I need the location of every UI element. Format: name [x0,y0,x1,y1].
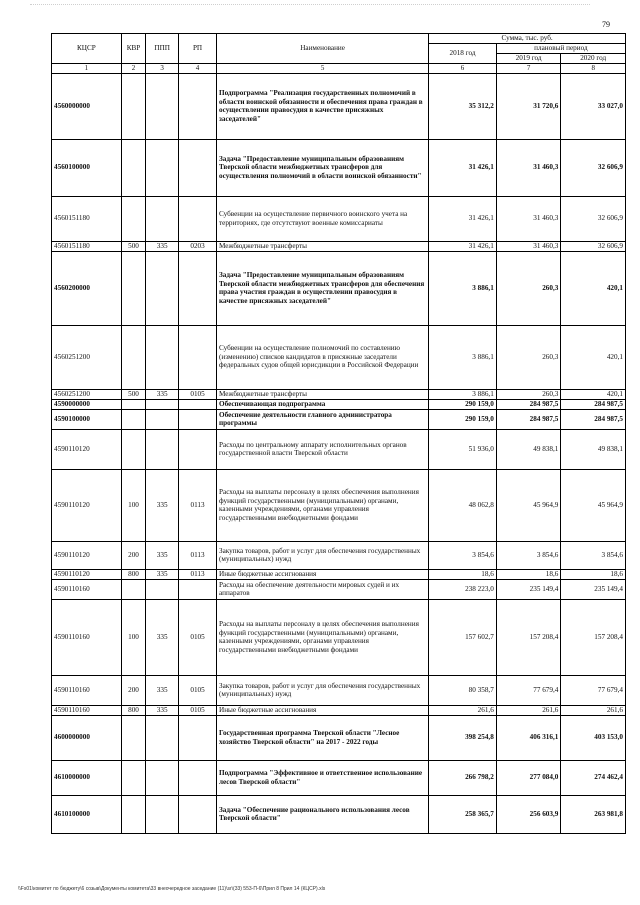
cell-kcsr: 4590110120 [52,469,122,541]
cell-2020: 284 987,5 [561,399,626,409]
cell-name: Межбюджетные трансферты [217,389,429,399]
column-index: 1 [52,64,122,74]
cell-kvr [121,760,146,795]
cell-2019: 31 460,3 [496,196,561,241]
cell-2018: 290 159,0 [429,399,497,409]
table-row [52,569,626,579]
cell-kcsr: 4560251200 [52,389,122,399]
table-row [52,579,626,599]
cell-ppp: 335 [146,569,179,579]
cell-ppp: 335 [146,705,179,715]
cell-name: Иные бюджетные ассигнования [217,705,429,715]
cell-ppp [146,196,179,241]
cell-2018: 31 426,1 [429,241,497,251]
table-row [52,409,626,429]
cell-2018: 3 886,1 [429,389,497,399]
header-plan-period: плановый период [496,44,625,54]
header-ppp: ППП [146,34,179,64]
table-row [52,795,626,833]
cell-kvr [121,139,146,196]
cell-kvr [121,196,146,241]
cell-ppp [146,795,179,833]
cell-kcsr: 4590110120 [52,569,122,579]
header-2020: 2020 год [561,54,626,64]
cell-2020: 420,1 [561,325,626,389]
cell-2018: 18,6 [429,569,497,579]
table-row [52,760,626,795]
table-row [52,196,626,241]
cell-2020: 263 981,8 [561,795,626,833]
cell-rp [179,73,217,139]
cell-rp [179,579,217,599]
cell-rp [179,139,217,196]
cell-2019: 18,6 [496,569,561,579]
cell-2020: 77 679,4 [561,675,626,705]
cell-rp: 0113 [179,569,217,579]
column-index: 6 [429,64,497,74]
cell-2020: 284 987,5 [561,409,626,429]
cell-2018: 266 798,2 [429,760,497,795]
cell-kvr [121,795,146,833]
cell-2018: 157 602,7 [429,599,497,675]
page-number: 79 [602,20,610,29]
cell-2019: 260,3 [496,389,561,399]
cell-2019: 31 720,6 [496,73,561,139]
cell-rp [179,409,217,429]
cell-2019: 3 854,6 [496,541,561,569]
cell-ppp: 335 [146,389,179,399]
scan-noise-line [30,4,590,11]
cell-kvr: 200 [121,541,146,569]
cell-2018: 51 936,0 [429,429,497,469]
cell-ppp: 335 [146,241,179,251]
cell-kcsr: 4560151180 [52,196,122,241]
cell-rp: 0203 [179,241,217,251]
cell-kvr [121,251,146,325]
cell-rp: 0105 [179,705,217,715]
cell-kvr: 800 [121,569,146,579]
cell-ppp [146,760,179,795]
cell-2020: 274 462,4 [561,760,626,795]
cell-name: Подпрограмма "Эффективное и ответственное использование лесов Тверской области" [217,760,429,795]
cell-kvr: 100 [121,469,146,541]
cell-kcsr: 4590100000 [52,409,122,429]
cell-kvr: 800 [121,705,146,715]
header-kcsr: КЦСР [52,34,122,64]
cell-2020: 235 149,4 [561,579,626,599]
cell-2019: 260,3 [496,325,561,389]
cell-2018: 238 223,0 [429,579,497,599]
cell-kvr [121,399,146,409]
column-index: 8 [561,64,626,74]
cell-ppp [146,251,179,325]
cell-kcsr: 4590110160 [52,599,122,675]
cell-2020: 157 208,4 [561,599,626,675]
cell-rp [179,399,217,409]
cell-2018: 31 426,1 [429,139,497,196]
cell-2019: 31 460,3 [496,241,561,251]
cell-2019: 235 149,4 [496,579,561,599]
cell-2018: 3 854,6 [429,541,497,569]
cell-2018: 48 062,8 [429,469,497,541]
cell-name: Задача "Предоставление муниципальным образованиям Тверской области межбюджетных трансферов для обеспечения права участия граждан в осуществлении правосудия в качестве присяжных заседателей" [217,251,429,325]
cell-ppp [146,399,179,409]
cell-rp [179,795,217,833]
cell-2020: 33 027,0 [561,73,626,139]
header-name: Наименование [217,34,429,64]
cell-ppp [146,715,179,760]
cell-name: Подпрограмма "Реализация государственных полномочий в области воинской обязанности и обеспечения права граждан в осуществлении правосудия в качестве присяжных заседателей" [217,73,429,139]
table-header [52,34,626,74]
cell-2019: 45 964,9 [496,469,561,541]
cell-kvr: 500 [121,389,146,399]
cell-ppp [146,579,179,599]
cell-2020: 3 854,6 [561,541,626,569]
cell-kcsr: 4560251200 [52,325,122,389]
cell-2019: 77 679,4 [496,675,561,705]
cell-name: Государственная программа Тверской области "Лесное хозяйство Тверской области" на 2017 - 2022 годы [217,715,429,760]
cell-2020: 49 838,1 [561,429,626,469]
table-row [52,429,626,469]
cell-2020: 45 964,9 [561,469,626,541]
cell-2020: 32 606,9 [561,196,626,241]
cell-2019: 49 838,1 [496,429,561,469]
cell-2019: 261,6 [496,705,561,715]
cell-2020: 32 606,9 [561,241,626,251]
column-index: 5 [217,64,429,74]
cell-name: Межбюджетные трансферты [217,241,429,251]
cell-ppp: 335 [146,541,179,569]
cell-kcsr: 4590000000 [52,399,122,409]
cell-kcsr: 4610100000 [52,795,122,833]
cell-kcsr: 4560151180 [52,241,122,251]
table-row [52,241,626,251]
cell-name: Обеспечивающая подпрограмма [217,399,429,409]
cell-2020: 261,6 [561,705,626,715]
cell-ppp [146,73,179,139]
cell-rp: 0113 [179,469,217,541]
cell-kvr [121,429,146,469]
cell-2018: 3 886,1 [429,325,497,389]
cell-kcsr: 4590110120 [52,541,122,569]
cell-name: Задача "Обеспечение рационального использования лесов Тверской области" [217,795,429,833]
cell-rp: 0105 [179,389,217,399]
budget-table [51,33,626,834]
header-2018: 2018 год [429,44,497,64]
cell-name: Расходы на обеспечение деятельности мировых судей и их аппаратов [217,579,429,599]
cell-2018: 31 426,1 [429,196,497,241]
cell-2019: 256 603,9 [496,795,561,833]
cell-rp: 0113 [179,541,217,569]
cell-kvr [121,409,146,429]
cell-name: Обеспечение деятельности главного администратора программы [217,409,429,429]
cell-kvr: 200 [121,675,146,705]
cell-name: Расходы по центральному аппарату исполнительных органов государственной власти Тверской области [217,429,429,469]
cell-2019: 157 208,4 [496,599,561,675]
cell-2019: 284 987,5 [496,409,561,429]
table-row [52,469,626,541]
table-row [52,389,626,399]
cell-2019: 284 987,5 [496,399,561,409]
cell-ppp [146,325,179,389]
cell-ppp: 335 [146,599,179,675]
cell-rp [179,760,217,795]
table-row [52,73,626,139]
cell-kcsr: 4590110120 [52,429,122,469]
header-2019: 2019 год [496,54,561,64]
header-sum: Сумма, тыс. руб. [429,34,626,44]
cell-kcsr: 4590110160 [52,675,122,705]
cell-2018: 290 159,0 [429,409,497,429]
cell-rp [179,429,217,469]
cell-2020: 18,6 [561,569,626,579]
table-row [52,399,626,409]
table-row [52,251,626,325]
cell-kvr [121,715,146,760]
cell-rp: 0105 [179,675,217,705]
cell-kcsr: 4560100000 [52,139,122,196]
column-index: 2 [121,64,146,74]
column-index: 4 [179,64,217,74]
cell-name: Субвенции на осуществление полномочий по составлению (изменению) списков кандидатов в присяжные заседатели федеральных судов общей юрисдикции в Российской Федерации [217,325,429,389]
file-path-footer: \\Fs01\комитет по бюджету\6 созыв\Документы комитета\33 внеочередное заседание (11)\sr\(33) 553-П-6\Прил 8 Прил 14 (КЦСР).xls [18,886,326,892]
cell-rp [179,715,217,760]
cell-kvr [121,579,146,599]
cell-2020: 403 153,0 [561,715,626,760]
table-row [52,599,626,675]
table-row [52,325,626,389]
cell-2019: 260,3 [496,251,561,325]
cell-kcsr: 4560200000 [52,251,122,325]
cell-2019: 277 084,0 [496,760,561,795]
table-row [52,705,626,715]
table-row [52,715,626,760]
cell-2018: 3 886,1 [429,251,497,325]
cell-2019: 31 460,3 [496,139,561,196]
table-body [52,73,626,833]
cell-ppp: 335 [146,469,179,541]
cell-name: Закупка товаров, работ и услуг для обеспечения государственных (муниципальных) нужд [217,541,429,569]
table-row [52,139,626,196]
cell-2018: 261,6 [429,705,497,715]
cell-2020: 420,1 [561,389,626,399]
cell-2018: 398 254,8 [429,715,497,760]
cell-kcsr: 4590110160 [52,579,122,599]
cell-name: Субвенции на осуществление первичного воинского учета на территориях, где отсутствуют военные комиссариаты [217,196,429,241]
cell-name: Закупка товаров, работ и услуг для обеспечения государственных (муниципальных) нужд [217,675,429,705]
table-row [52,541,626,569]
cell-ppp [146,139,179,196]
cell-kvr: 500 [121,241,146,251]
cell-kcsr: 4600000000 [52,715,122,760]
column-index: 7 [496,64,561,74]
cell-rp [179,325,217,389]
column-index: 3 [146,64,179,74]
header-kvr: КВР [121,34,146,64]
cell-kvr [121,325,146,389]
cell-kcsr: 4560000000 [52,73,122,139]
cell-name: Расходы на выплаты персоналу в целях обеспечения выполнения функций государственными (муниципальными) органами, казенными учреждениями, органами управления государственными внебюджетными фондами [217,599,429,675]
table-row [52,675,626,705]
cell-rp: 0105 [179,599,217,675]
cell-2018: 258 365,7 [429,795,497,833]
header-rp: РП [179,34,217,64]
cell-name: Расходы на выплаты персоналу в целях обеспечения выполнения функций государственными (муниципальными) органами, казенными учреждениями, органами управления государственными внебюджетными фондами [217,469,429,541]
cell-name: Иные бюджетные ассигнования [217,569,429,579]
cell-kvr [121,73,146,139]
cell-2019: 406 316,1 [496,715,561,760]
cell-2018: 35 312,2 [429,73,497,139]
cell-ppp [146,409,179,429]
cell-ppp: 335 [146,675,179,705]
cell-2020: 32 606,9 [561,139,626,196]
cell-kcsr: 4610000000 [52,760,122,795]
cell-kvr: 100 [121,599,146,675]
cell-rp [179,251,217,325]
cell-2018: 80 358,7 [429,675,497,705]
column-index-row [52,64,626,74]
cell-2020: 420,1 [561,251,626,325]
cell-ppp [146,429,179,469]
cell-name: Задача "Предоставление муниципальным образованиям Тверской области межбюджетных трансферов для осуществления полномочий в области воинской обязанности" [217,139,429,196]
cell-kcsr: 4590110160 [52,705,122,715]
cell-rp [179,196,217,241]
